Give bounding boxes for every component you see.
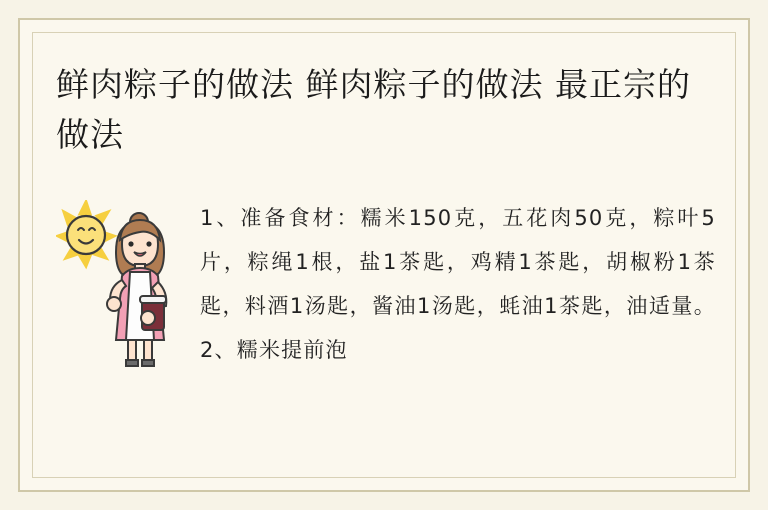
sun-icon <box>58 202 114 266</box>
article-body <box>56 190 716 462</box>
recipe-paragraph: 1、准备食材：糯米150克，五花肉50克，粽叶5片，粽绳1根，盐1茶匙，鸡精1茶匙，胡椒粉1茶匙，料酒1汤匙，酱油1汤匙，蚝油1茶匙，油适量。2、糯米提前泡 <box>200 206 716 362</box>
page-title: 鲜肉粽子的做法 鲜肉粽子的做法 最正宗的做法 <box>56 65 691 154</box>
content-card <box>18 18 750 492</box>
girl-with-drink-illustration <box>56 200 186 400</box>
